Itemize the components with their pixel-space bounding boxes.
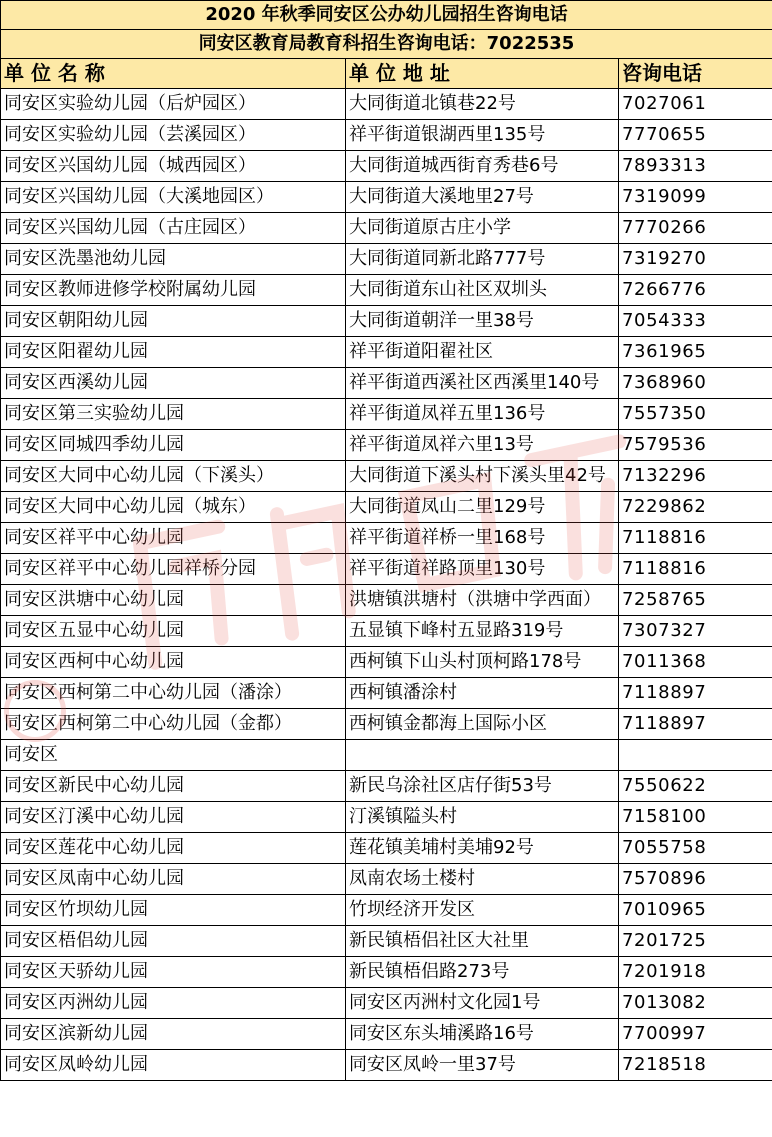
cell-address: 汀溪镇隘头村 (346, 802, 619, 833)
cell-phone: 7201918 (619, 957, 772, 988)
cell-name: 同安区洗墨池幼儿园 (1, 244, 346, 275)
cell-address: 同安区东头埔溪路16号 (346, 1019, 619, 1050)
table-row (1, 461, 772, 492)
cell-phone: 7770655 (619, 120, 772, 151)
cell-phone: 7055758 (619, 833, 772, 864)
cell-phone: 7319270 (619, 244, 772, 275)
cell-name: 同安区西柯第二中心幼儿园（金都） (1, 709, 346, 740)
cell-name: 同安区西柯第二中心幼儿园（潘涂） (1, 678, 346, 709)
header-address: 单 位 地 址 (346, 59, 619, 89)
cell-phone: 7570896 (619, 864, 772, 895)
cell-address: 西柯镇潘涂村 (346, 678, 619, 709)
cell-address: 祥平街道祥桥一里168号 (346, 523, 619, 554)
table-row (1, 430, 772, 461)
watermark-stamp-icon (4, 680, 66, 742)
table-row (1, 523, 772, 554)
cell-phone: 7319099 (619, 182, 772, 213)
table-row (1, 368, 772, 399)
table-row (1, 275, 772, 306)
cell-phone: 7118816 (619, 554, 772, 585)
cell-phone: 7027061 (619, 89, 772, 120)
table-row (1, 213, 772, 244)
cell-phone: 7550622 (619, 771, 772, 802)
cell-name: 同安区 (1, 740, 346, 771)
cell-phone: 7218518 (619, 1050, 772, 1081)
table-row (1, 244, 772, 275)
table-title: 2020 年秋季同安区公办幼儿园招生咨询电话 (1, 1, 772, 30)
cell-name: 同安区西柯中心幼儿园 (1, 647, 346, 678)
table-row (1, 988, 772, 1019)
table-row (1, 151, 772, 182)
cell-name: 同安区教师进修学校附属幼儿园 (1, 275, 346, 306)
header-phone: 咨询电话 (619, 59, 772, 89)
table-row (1, 554, 772, 585)
cell-address: 大同街道北镇巷22号 (346, 89, 619, 120)
cell-address: 同安区丙洲村文化园1号 (346, 988, 619, 1019)
cell-phone: 7118897 (619, 709, 772, 740)
cell-phone: 7118897 (619, 678, 772, 709)
header-row (1, 59, 772, 89)
cell-address: 新民镇梧侣社区大社里 (346, 926, 619, 957)
cell-name: 同安区莲花中心幼儿园 (1, 833, 346, 864)
cell-phone: 7258765 (619, 585, 772, 616)
cell-address: 西柯镇金都海上国际小区 (346, 709, 619, 740)
cell-phone: 7700997 (619, 1019, 772, 1050)
cell-name: 同安区梧侣幼儿园 (1, 926, 346, 957)
cell-address: 新民镇梧侣路273号 (346, 957, 619, 988)
cell-name: 同安区实验幼儿园（后炉园区） (1, 89, 346, 120)
table-row (1, 833, 772, 864)
cell-address: 洪塘镇洪塘村（洪塘中学西面） (346, 585, 619, 616)
cell-address: 大同街道原古庄小学 (346, 213, 619, 244)
cell-phone: 7893313 (619, 151, 772, 182)
cell-address: 大同街道下溪头村下溪头里42号 (346, 461, 619, 492)
table-row (1, 306, 772, 337)
table-row (1, 771, 772, 802)
table-row (1, 802, 772, 833)
cell-phone: 7579536 (619, 430, 772, 461)
cell-address: 大同街道大溪地里27号 (346, 182, 619, 213)
cell-name: 同安区五显中心幼儿园 (1, 616, 346, 647)
table-row (1, 492, 772, 523)
table-row (1, 864, 772, 895)
table-row (1, 647, 772, 678)
cell-address: 同安区凤岭一里37号 (346, 1050, 619, 1081)
cell-address: 祥平街道银湖西里135号 (346, 120, 619, 151)
cell-phone: 7361965 (619, 337, 772, 368)
table-row (1, 895, 772, 926)
table-row (1, 337, 772, 368)
cell-phone: 7118816 (619, 523, 772, 554)
cell-address: 大同街道东山社区双圳头 (346, 275, 619, 306)
cell-name: 同安区实验幼儿园（芸溪园区） (1, 120, 346, 151)
cell-phone: 7010965 (619, 895, 772, 926)
cell-name: 同安区兴国幼儿园（城西园区） (1, 151, 346, 182)
table-row (1, 926, 772, 957)
cell-phone: 7132296 (619, 461, 772, 492)
cell-name: 同安区滨新幼儿园 (1, 1019, 346, 1050)
cell-phone: 7054333 (619, 306, 772, 337)
cell-name: 同安区兴国幼儿园（古庄园区） (1, 213, 346, 244)
cell-name: 同安区祥平中心幼儿园祥桥分园 (1, 554, 346, 585)
cell-address: 西柯镇下山头村顶柯路178号 (346, 647, 619, 678)
cell-name: 同安区新民中心幼儿园 (1, 771, 346, 802)
cell-phone: 7770266 (619, 213, 772, 244)
cell-name: 同安区第三实验幼儿园 (1, 399, 346, 430)
cell-address: 祥平街道阳翟社区 (346, 337, 619, 368)
table-row (1, 740, 772, 771)
cell-name: 同安区西溪幼儿园 (1, 368, 346, 399)
cell-name: 同安区祥平中心幼儿园 (1, 523, 346, 554)
table-row (1, 1019, 772, 1050)
table-row (1, 585, 772, 616)
table-row (1, 1050, 772, 1081)
cell-name: 同安区兴国幼儿园（大溪地园区） (1, 182, 346, 213)
table-row (1, 709, 772, 740)
cell-phone: 7229862 (619, 492, 772, 523)
cell-name: 同安区大同中心幼儿园（城东） (1, 492, 346, 523)
cell-address: 凤南农场土楼村 (346, 864, 619, 895)
cell-name: 同安区丙洲幼儿园 (1, 988, 346, 1019)
cell-phone: 7013082 (619, 988, 772, 1019)
cell-address: 祥平街道西溪社区西溪里140号 (346, 368, 619, 399)
table-row (1, 616, 772, 647)
header-name: 单 位 名 称 (1, 59, 346, 89)
table-row (1, 399, 772, 430)
table-title-row (1, 1, 772, 30)
cell-address: 大同街道同新北路777号 (346, 244, 619, 275)
cell-name: 同安区天骄幼儿园 (1, 957, 346, 988)
cell-address: 大同街道朝洋一里38号 (346, 306, 619, 337)
cell-address: 莲花镇美埔村美埔92号 (346, 833, 619, 864)
cell-name: 同安区凤岭幼儿园 (1, 1050, 346, 1081)
cell-name: 同安区大同中心幼儿园（下溪头） (1, 461, 346, 492)
cell-name: 同安区汀溪中心幼儿园 (1, 802, 346, 833)
cell-phone: 7368960 (619, 368, 772, 399)
cell-name: 同安区同城四季幼儿园 (1, 430, 346, 461)
table-row (1, 89, 772, 120)
cell-name: 同安区朝阳幼儿园 (1, 306, 346, 337)
table-row (1, 182, 772, 213)
cell-phone: 7201725 (619, 926, 772, 957)
cell-phone: 7158100 (619, 802, 772, 833)
cell-address (346, 740, 619, 771)
cell-address: 大同街道城西街育秀巷6号 (346, 151, 619, 182)
cell-address: 竹坝经济开发区 (346, 895, 619, 926)
cell-address: 祥平街道祥路顶里130号 (346, 554, 619, 585)
cell-phone: 7266776 (619, 275, 772, 306)
cell-phone: 7307327 (619, 616, 772, 647)
cell-address: 大同街道凤山二里129号 (346, 492, 619, 523)
table-subtitle-row (1, 30, 772, 59)
cell-name: 同安区阳翟幼儿园 (1, 337, 346, 368)
table-row (1, 678, 772, 709)
cell-phone: 7011368 (619, 647, 772, 678)
cell-phone (619, 740, 772, 771)
table-row (1, 120, 772, 151)
cell-address: 祥平街道凤祥五里136号 (346, 399, 619, 430)
table-subtitle: 同安区教育局教育科招生咨询电话：7022535 (1, 30, 772, 59)
cell-phone: 7557350 (619, 399, 772, 430)
table-row (1, 957, 772, 988)
cell-address: 祥平街道凤祥六里13号 (346, 430, 619, 461)
cell-name: 同安区洪塘中心幼儿园 (1, 585, 346, 616)
cell-address: 五显镇下峰村五显路319号 (346, 616, 619, 647)
cell-name: 同安区凤南中心幼儿园 (1, 864, 346, 895)
cell-address: 新民乌涂社区店仔街53号 (346, 771, 619, 802)
cell-name: 同安区竹坝幼儿园 (1, 895, 346, 926)
